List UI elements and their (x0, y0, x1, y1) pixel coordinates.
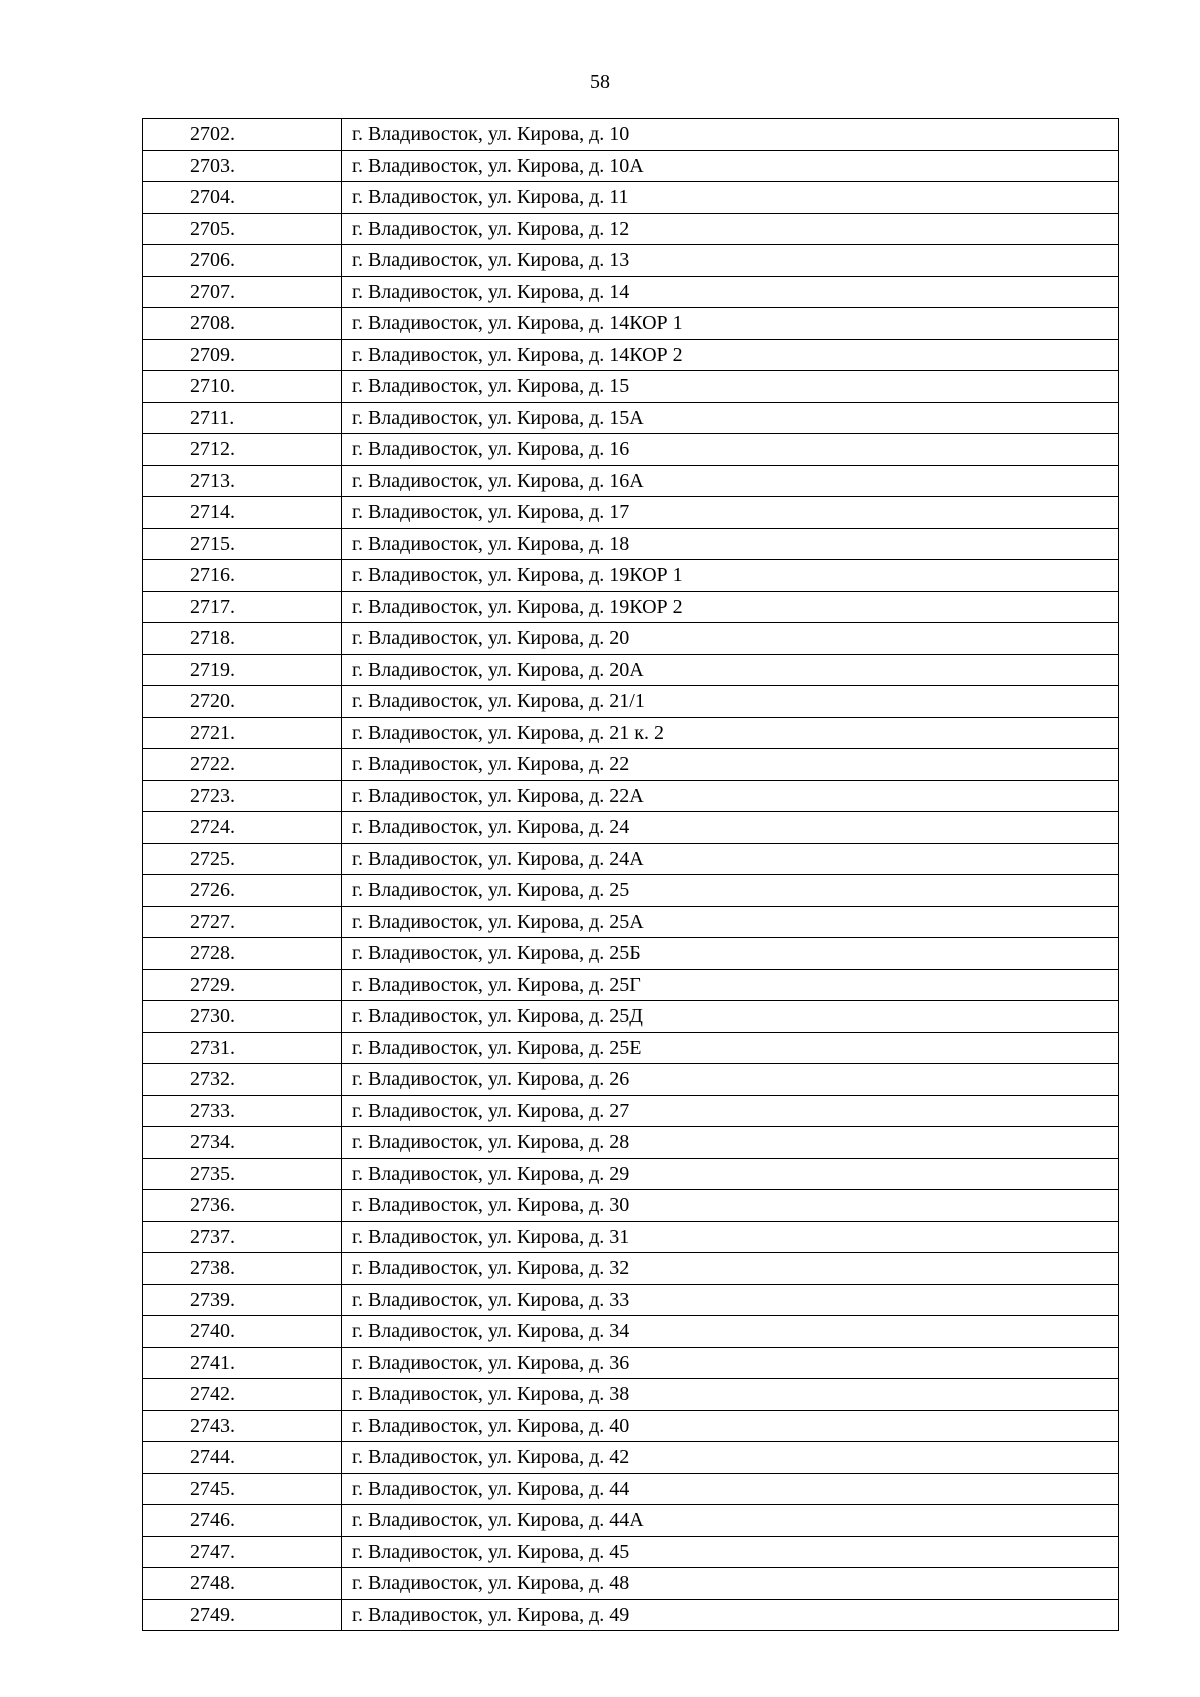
table-row (143, 245, 1119, 277)
address-cell: г. Владивосток, ул. Кирова, д. 18 (342, 528, 1119, 560)
table-row (143, 528, 1119, 560)
table-row (143, 1536, 1119, 1568)
row-number-cell: 2718. (143, 623, 342, 655)
address-table-body (143, 119, 1119, 1631)
table-row (143, 1599, 1119, 1631)
row-number-cell: 2737. (143, 1221, 342, 1253)
address-cell: г. Владивосток, ул. Кирова, д. 25 (342, 875, 1119, 907)
address-cell: г. Владивосток, ул. Кирова, д. 20 (342, 623, 1119, 655)
address-cell: г. Владивосток, ул. Кирова, д. 27 (342, 1095, 1119, 1127)
address-cell: г. Владивосток, ул. Кирова, д. 17 (342, 497, 1119, 529)
table-row (143, 371, 1119, 403)
row-number-cell: 2739. (143, 1284, 342, 1316)
address-cell: г. Владивосток, ул. Кирова, д. 48 (342, 1568, 1119, 1600)
table-row (143, 1410, 1119, 1442)
row-number-cell: 2705. (143, 213, 342, 245)
page-number: 58 (590, 71, 610, 93)
row-number-cell: 2738. (143, 1253, 342, 1285)
row-number-cell: 2729. (143, 969, 342, 1001)
row-number-cell: 2709. (143, 339, 342, 371)
address-cell: г. Владивосток, ул. Кирова, д. 11 (342, 182, 1119, 214)
table-row (143, 812, 1119, 844)
row-number-cell: 2736. (143, 1190, 342, 1222)
row-number-cell: 2725. (143, 843, 342, 875)
row-number-cell: 2702. (143, 119, 342, 151)
row-number-cell: 2748. (143, 1568, 342, 1600)
address-cell: г. Владивосток, ул. Кирова, д. 13 (342, 245, 1119, 277)
address-cell: г. Владивосток, ул. Кирова, д. 10 (342, 119, 1119, 151)
address-cell: г. Владивосток, ул. Кирова, д. 16 (342, 434, 1119, 466)
address-cell: г. Владивосток, ул. Кирова, д. 20А (342, 654, 1119, 686)
table-row (143, 1190, 1119, 1222)
table-row (143, 843, 1119, 875)
row-number-cell: 2708. (143, 308, 342, 340)
table-row (143, 1505, 1119, 1537)
row-number-cell: 2706. (143, 245, 342, 277)
address-cell: г. Владивосток, ул. Кирова, д. 24А (342, 843, 1119, 875)
row-number-cell: 2717. (143, 591, 342, 623)
table-row (143, 780, 1119, 812)
address-cell: г. Владивосток, ул. Кирова, д. 10А (342, 150, 1119, 182)
row-number-cell: 2733. (143, 1095, 342, 1127)
row-number-cell: 2734. (143, 1127, 342, 1159)
address-cell: г. Владивосток, ул. Кирова, д. 25А (342, 906, 1119, 938)
row-number-cell: 2720. (143, 686, 342, 718)
address-cell: г. Владивосток, ул. Кирова, д. 32 (342, 1253, 1119, 1285)
table-row (143, 308, 1119, 340)
table-row (143, 1568, 1119, 1600)
address-cell: г. Владивосток, ул. Кирова, д. 19КОР 2 (342, 591, 1119, 623)
row-number-cell: 2711. (143, 402, 342, 434)
address-cell: г. Владивосток, ул. Кирова, д. 24 (342, 812, 1119, 844)
table-row (143, 1064, 1119, 1096)
address-cell: г. Владивосток, ул. Кирова, д. 30 (342, 1190, 1119, 1222)
row-number-cell: 2721. (143, 717, 342, 749)
row-number-cell: 2730. (143, 1001, 342, 1033)
address-cell: г. Владивосток, ул. Кирова, д. 45 (342, 1536, 1119, 1568)
table-row (143, 339, 1119, 371)
row-number-cell: 2715. (143, 528, 342, 560)
address-table (142, 118, 1119, 1631)
table-row (143, 1473, 1119, 1505)
table-row (143, 623, 1119, 655)
row-number-cell: 2731. (143, 1032, 342, 1064)
row-number-cell: 2714. (143, 497, 342, 529)
row-number-cell: 2727. (143, 906, 342, 938)
row-number-cell: 2747. (143, 1536, 342, 1568)
address-cell: г. Владивосток, ул. Кирова, д. 44А (342, 1505, 1119, 1537)
table-row (143, 654, 1119, 686)
table-row (143, 1379, 1119, 1411)
table-row (143, 150, 1119, 182)
table-row (143, 1001, 1119, 1033)
table-row (143, 1442, 1119, 1474)
address-cell: г. Владивосток, ул. Кирова, д. 29 (342, 1158, 1119, 1190)
address-cell: г. Владивосток, ул. Кирова, д. 33 (342, 1284, 1119, 1316)
row-number-cell: 2741. (143, 1347, 342, 1379)
address-cell: г. Владивосток, ул. Кирова, д. 25Е (342, 1032, 1119, 1064)
address-cell: г. Владивосток, ул. Кирова, д. 22 (342, 749, 1119, 781)
row-number-cell: 2732. (143, 1064, 342, 1096)
address-cell: г. Владивосток, ул. Кирова, д. 31 (342, 1221, 1119, 1253)
table-row (143, 906, 1119, 938)
address-cell: г. Владивосток, ул. Кирова, д. 14 (342, 276, 1119, 308)
row-number-cell: 2716. (143, 560, 342, 592)
table-row (143, 1127, 1119, 1159)
address-cell: г. Владивосток, ул. Кирова, д. 42 (342, 1442, 1119, 1474)
row-number-cell: 2735. (143, 1158, 342, 1190)
row-number-cell: 2703. (143, 150, 342, 182)
row-number-cell: 2719. (143, 654, 342, 686)
table-row (143, 749, 1119, 781)
address-cell: г. Владивосток, ул. Кирова, д. 25Б (342, 938, 1119, 970)
address-cell: г. Владивосток, ул. Кирова, д. 40 (342, 1410, 1119, 1442)
row-number-cell: 2728. (143, 938, 342, 970)
address-cell: г. Владивосток, ул. Кирова, д. 15 (342, 371, 1119, 403)
row-number-cell: 2749. (143, 1599, 342, 1631)
table-row (143, 1316, 1119, 1348)
row-number-cell: 2742. (143, 1379, 342, 1411)
row-number-cell: 2740. (143, 1316, 342, 1348)
row-number-cell: 2744. (143, 1442, 342, 1474)
address-cell: г. Владивосток, ул. Кирова, д. 15А (342, 402, 1119, 434)
address-cell: г. Владивосток, ул. Кирова, д. 21/1 (342, 686, 1119, 718)
row-number-cell: 2722. (143, 749, 342, 781)
table-row (143, 276, 1119, 308)
table-row (143, 1284, 1119, 1316)
row-number-cell: 2712. (143, 434, 342, 466)
address-cell: г. Владивосток, ул. Кирова, д. 21 к. 2 (342, 717, 1119, 749)
table-row (143, 560, 1119, 592)
table-row (143, 1221, 1119, 1253)
address-cell: г. Владивосток, ул. Кирова, д. 22А (342, 780, 1119, 812)
table-row (143, 969, 1119, 1001)
table-row (143, 875, 1119, 907)
table-row (143, 1095, 1119, 1127)
row-number-cell: 2713. (143, 465, 342, 497)
row-number-cell: 2745. (143, 1473, 342, 1505)
row-number-cell: 2746. (143, 1505, 342, 1537)
table-row (143, 402, 1119, 434)
table-row (143, 465, 1119, 497)
row-number-cell: 2723. (143, 780, 342, 812)
table-row (143, 1253, 1119, 1285)
table-row (143, 182, 1119, 214)
row-number-cell: 2724. (143, 812, 342, 844)
address-cell: г. Владивосток, ул. Кирова, д. 14КОР 2 (342, 339, 1119, 371)
row-number-cell: 2704. (143, 182, 342, 214)
address-cell: г. Владивосток, ул. Кирова, д. 19КОР 1 (342, 560, 1119, 592)
address-cell: г. Владивосток, ул. Кирова, д. 38 (342, 1379, 1119, 1411)
address-cell: г. Владивосток, ул. Кирова, д. 25Д (342, 1001, 1119, 1033)
address-cell: г. Владивосток, ул. Кирова, д. 14КОР 1 (342, 308, 1119, 340)
table-row (143, 119, 1119, 151)
row-number-cell: 2726. (143, 875, 342, 907)
table-row (143, 434, 1119, 466)
address-cell: г. Владивосток, ул. Кирова, д. 25Г (342, 969, 1119, 1001)
table-row (143, 717, 1119, 749)
table-row (143, 686, 1119, 718)
address-cell: г. Владивосток, ул. Кирова, д. 44 (342, 1473, 1119, 1505)
row-number-cell: 2707. (143, 276, 342, 308)
table-row (143, 213, 1119, 245)
table-row (143, 591, 1119, 623)
address-cell: г. Владивосток, ул. Кирова, д. 36 (342, 1347, 1119, 1379)
table-row (143, 1158, 1119, 1190)
row-number-cell: 2710. (143, 371, 342, 403)
row-number-cell: 2743. (143, 1410, 342, 1442)
table-row (143, 497, 1119, 529)
address-cell: г. Владивосток, ул. Кирова, д. 34 (342, 1316, 1119, 1348)
address-cell: г. Владивосток, ул. Кирова, д. 49 (342, 1599, 1119, 1631)
table-row (143, 1347, 1119, 1379)
address-cell: г. Владивосток, ул. Кирова, д. 28 (342, 1127, 1119, 1159)
address-cell: г. Владивосток, ул. Кирова, д. 26 (342, 1064, 1119, 1096)
table-row (143, 938, 1119, 970)
address-cell: г. Владивосток, ул. Кирова, д. 16А (342, 465, 1119, 497)
address-cell: г. Владивосток, ул. Кирова, д. 12 (342, 213, 1119, 245)
table-row (143, 1032, 1119, 1064)
